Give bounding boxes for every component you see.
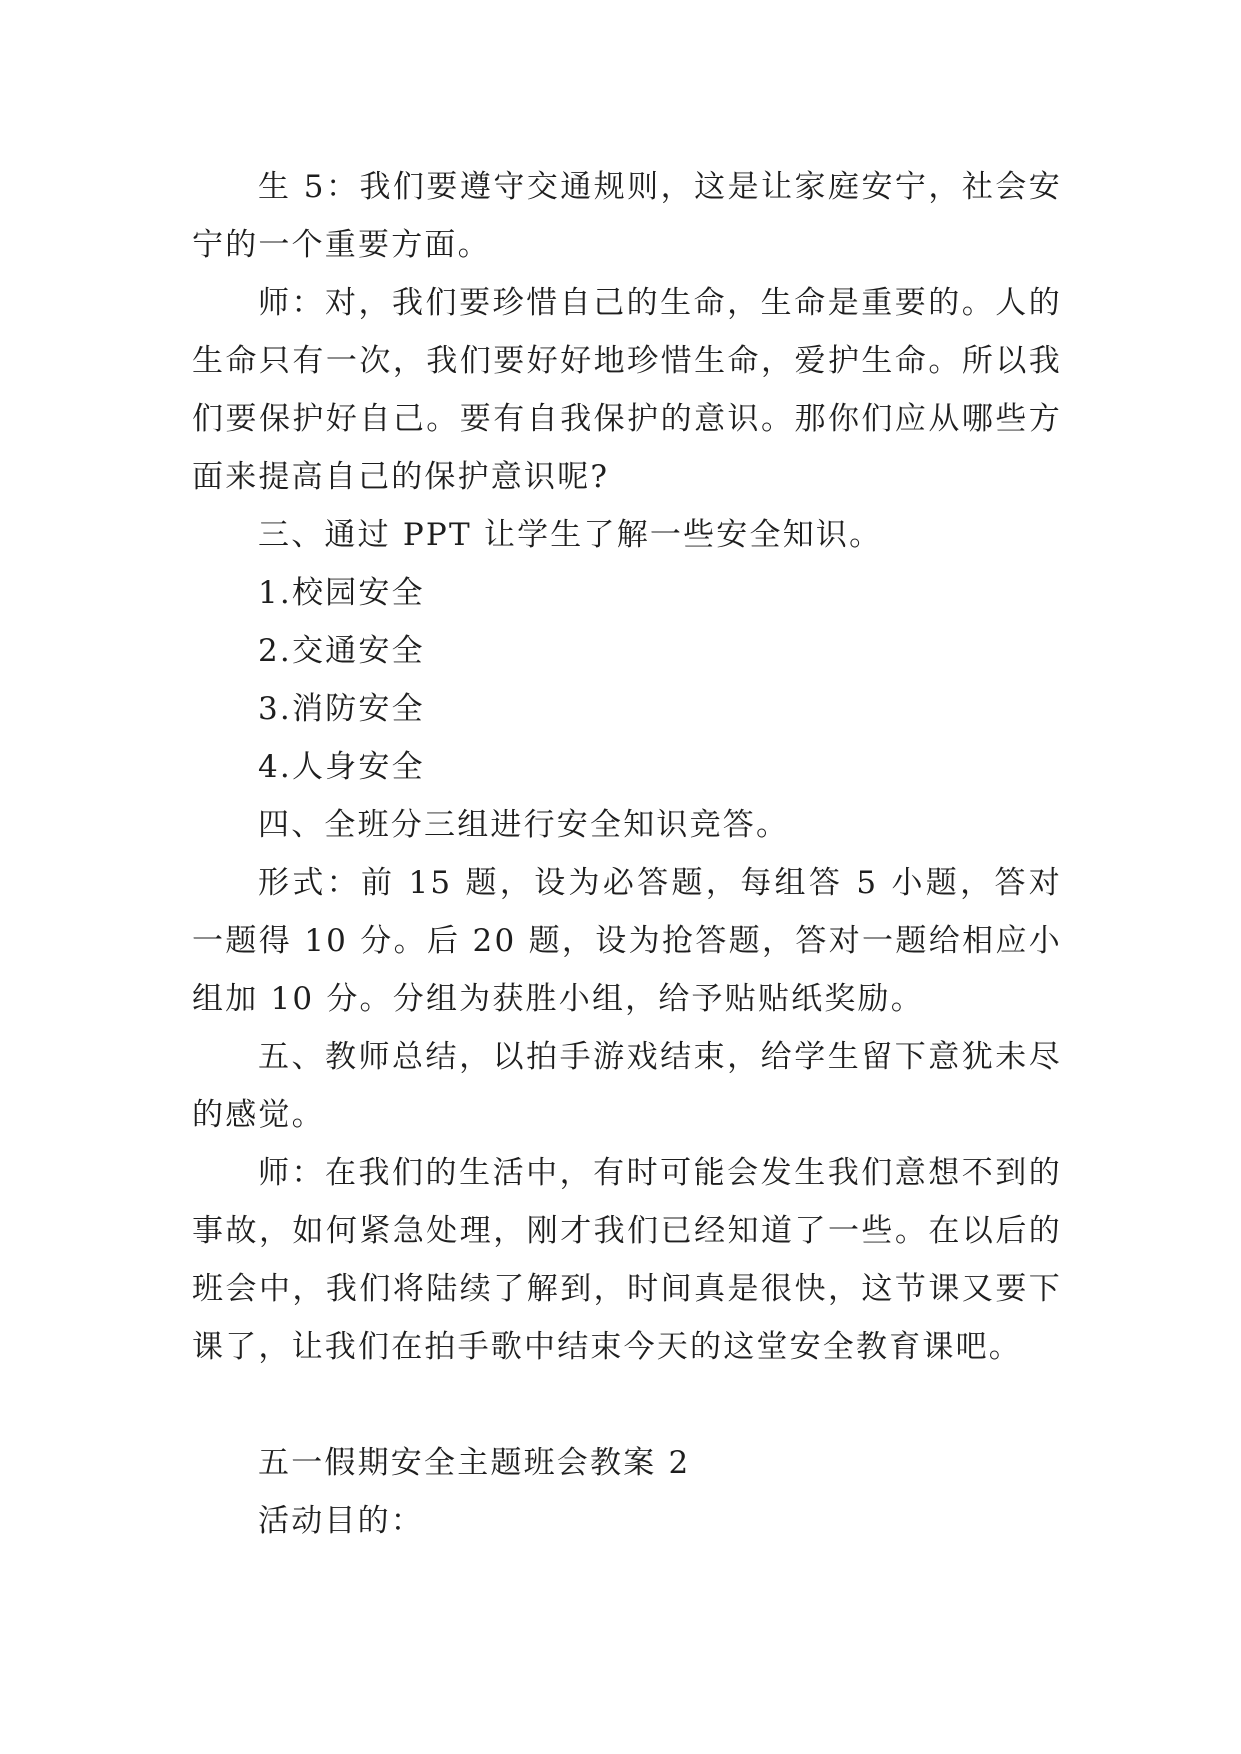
section-spacer xyxy=(192,1376,1062,1434)
list-item-traffic-safety: 2.交通安全 xyxy=(258,633,425,669)
list-item-personal-safety: 4.人身安全 xyxy=(258,749,425,785)
paragraph-quiz-format: 形式：前 15 题，设为必答题，每组答 5 小题，答对一题得 10 分。后 20 题，设为抢答题，答对一题给相应小组加 10 分。分组为获胜小组，给予贴贴纸奖励。 xyxy=(192,865,1062,1017)
section-title: 五一假期安全主题班会教案 2 xyxy=(258,1445,691,1481)
paragraph-section-three: 三、通过 PPT 让学生了解一些安全知识。 xyxy=(258,517,883,553)
document-body xyxy=(192,158,1062,1550)
paragraph-teacher-life: 师：对，我们要珍惜自己的生命，生命是重要的。人的生命只有一次，我们要好好地珍惜生命，爱护生命。所以我们要保护好自己。要有自我保护的意识。那你们应从哪些方面来提高自己的保护意识呢? xyxy=(192,285,1062,495)
list-item-fire-safety: 3.消防安全 xyxy=(258,691,425,727)
paragraph-section-five: 五、教师总结，以拍手游戏结束，给学生留下意犹未尽的感觉。 xyxy=(192,1039,1062,1133)
paragraph-teacher-summary: 师：在我们的生活中，有时可能会发生我们意想不到的事故，如何紧急处理，刚才我们已经知道了一些。在以后的班会中，我们将陆续了解到，时间真是很快，这节课又要下课了，让我们在拍手歌中结束今天的这堂安全教育课吧。 xyxy=(192,1155,1062,1365)
paragraph-section-four: 四、全班分三组进行安全知识竞答。 xyxy=(258,807,790,843)
subheading-activity-goal: 活动目的： xyxy=(258,1503,424,1539)
paragraph-student-5: 生 5：我们要遵守交通规则，这是让家庭安宁，社会安宁的一个重要方面。 xyxy=(192,169,1062,263)
list-item-campus-safety: 1.校园安全 xyxy=(258,575,425,611)
